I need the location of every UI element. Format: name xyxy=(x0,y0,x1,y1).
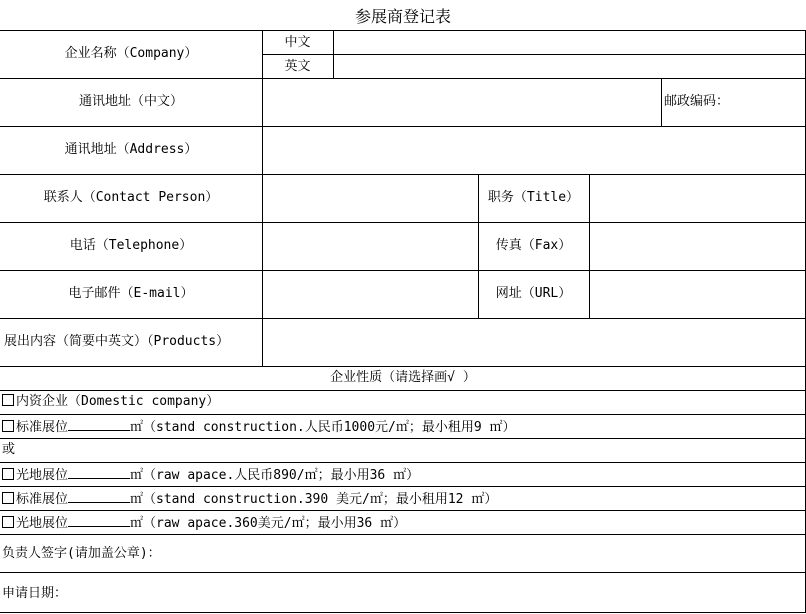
lang-column-divider xyxy=(333,30,334,78)
row-line xyxy=(0,390,806,391)
row-line xyxy=(0,534,806,535)
title-label: 职务（Title） xyxy=(487,190,580,205)
nature-header: 企业性质（请选择画√ ） xyxy=(330,370,476,385)
products-field[interactable] xyxy=(264,319,803,365)
option-label-prefix: 标准展位 xyxy=(16,492,69,507)
area-blank[interactable] xyxy=(68,466,130,479)
contact-field[interactable] xyxy=(264,175,476,221)
option-label-suffix: ㎡（raw apace.人民币890/㎡；最小用36 ㎡） xyxy=(130,468,420,483)
company-cn-label: 中文 xyxy=(284,35,311,50)
row-line xyxy=(0,510,806,511)
checkbox-icon[interactable] xyxy=(2,492,14,504)
title-field[interactable] xyxy=(591,175,803,221)
or-label: 或 xyxy=(2,442,16,457)
area-blank[interactable] xyxy=(68,514,130,527)
email-label: 电子邮件（E-mail） xyxy=(68,286,194,301)
contact-label: 联系人（Contact Person） xyxy=(43,190,219,205)
phone-label: 电话（Telephone） xyxy=(69,238,193,253)
option-label-suffix: ㎡（stand construction.人民币1000元/㎡；最小租用9 ㎡） xyxy=(130,420,516,435)
option-label-suffix: ㎡（raw apace.360美元/㎡；最小用36 ㎡） xyxy=(130,516,407,531)
products-label: 展出内容（简要中英文）（Products） xyxy=(4,334,230,349)
option-raw-usd[interactable] xyxy=(2,514,406,532)
date-label: 申请日期： xyxy=(2,586,68,601)
company-label: 企业名称（Company） xyxy=(64,46,198,61)
row-line xyxy=(0,486,806,487)
fax-label: 传真（Fax） xyxy=(495,238,572,253)
option-label-prefix: 光地展位 xyxy=(16,468,69,483)
postcode-label: 邮政编码： xyxy=(664,94,730,109)
address-cn-label: 通讯地址（中文） xyxy=(78,94,183,109)
option-label-suffix: ㎡（stand construction.390 美元/㎡；最小租用12 ㎡） xyxy=(130,492,498,507)
checkbox-icon[interactable] xyxy=(2,468,14,480)
fax-field[interactable] xyxy=(591,223,803,269)
option-label-prefix: 光地展位 xyxy=(16,516,69,531)
address-cn-field[interactable] xyxy=(264,79,659,125)
date-field[interactable] xyxy=(80,574,803,610)
option-label-prefix: 标准展位 xyxy=(16,420,69,435)
option-standard-rmb[interactable] xyxy=(2,418,516,436)
address-en-label: 通讯地址（Address） xyxy=(64,142,198,157)
row-line xyxy=(0,572,806,573)
checkbox-icon[interactable] xyxy=(2,420,14,432)
company-en-label: 英文 xyxy=(284,59,311,74)
phone-field[interactable] xyxy=(264,223,476,269)
row-line xyxy=(0,366,806,367)
area-blank[interactable] xyxy=(68,418,130,431)
address-en-field[interactable] xyxy=(264,127,803,173)
company-en-field[interactable] xyxy=(335,55,803,77)
checkbox-icon[interactable] xyxy=(2,516,14,528)
url-field[interactable] xyxy=(591,271,803,317)
option-domestic[interactable] xyxy=(2,394,219,410)
row-line xyxy=(0,414,806,415)
area-blank[interactable] xyxy=(68,490,130,503)
right-label-divider xyxy=(589,174,590,318)
form-title: 参展商登记表 xyxy=(354,7,451,26)
option-domestic-label: 内资企业（Domestic company） xyxy=(16,394,220,409)
postcode-divider xyxy=(661,78,662,126)
row-line xyxy=(0,438,806,439)
checkbox-icon[interactable] xyxy=(2,394,14,406)
signature-field[interactable] xyxy=(200,536,803,570)
table-bottom-border xyxy=(0,612,806,613)
label-column-divider xyxy=(262,30,263,366)
company-cn-field[interactable] xyxy=(335,31,803,53)
url-label: 网址（URL） xyxy=(495,286,572,301)
option-raw-rmb[interactable] xyxy=(2,466,419,484)
option-standard-usd[interactable] xyxy=(2,490,497,508)
signature-label: 负责人签字(请加盖公章)： xyxy=(2,546,161,561)
email-field[interactable] xyxy=(264,271,476,317)
row-line xyxy=(0,462,806,463)
